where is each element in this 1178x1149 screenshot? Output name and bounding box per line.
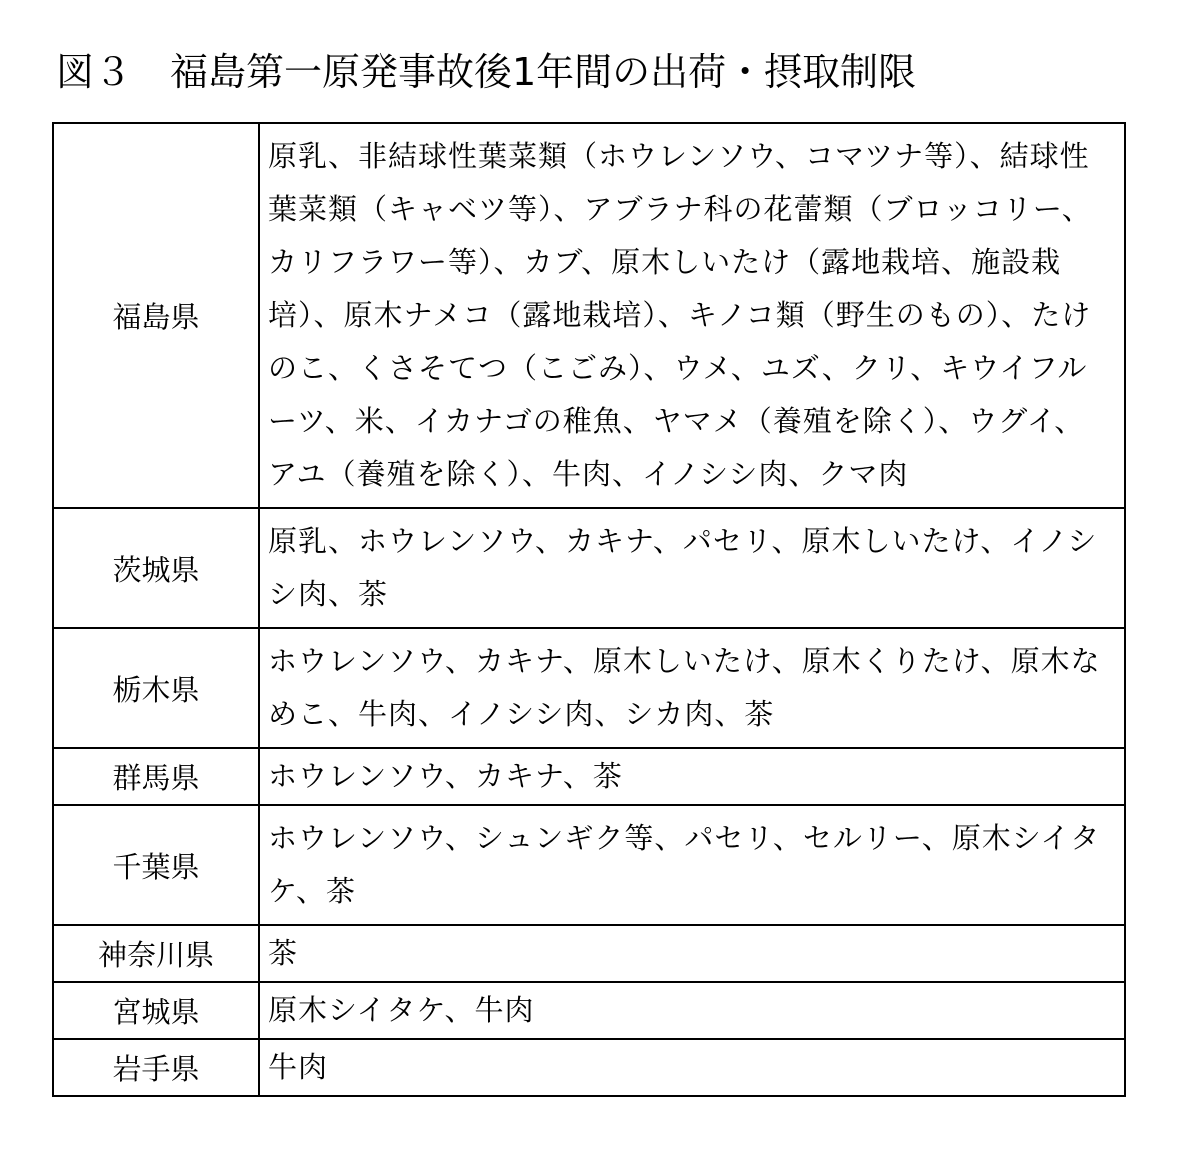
table-row [53,508,1125,628]
table-row [53,748,1125,805]
restricted-items-cell: ホウレンソウ、カキナ、原木しいたけ、原木くりたけ、原木なめこ、牛肉、イノシシ肉、シカ肉、茶 [259,628,1125,748]
prefecture-cell: 栃木県 [53,628,259,748]
prefecture-cell: 福島県 [53,123,259,508]
restricted-items-cell: ホウレンソウ、カキナ、茶 [259,748,1125,805]
table-row [53,805,1125,925]
table-row [53,123,1125,508]
prefecture-cell: 宮城県 [53,982,259,1039]
prefecture-cell: 群馬県 [53,748,259,805]
restricted-items-cell: 原木シイタケ、牛肉 [259,982,1125,1039]
restricted-items-cell: 原乳、ホウレンソウ、カキナ、パセリ、原木しいたけ、イノシシ肉、茶 [259,508,1125,628]
prefecture-cell: 岩手県 [53,1039,259,1096]
table-row [53,925,1125,982]
table-row [53,628,1125,748]
restriction-table [52,122,1126,1097]
prefecture-cell: 千葉県 [53,805,259,925]
restricted-items-cell: 牛肉 [259,1039,1125,1096]
restricted-items-cell: 原乳、非結球性葉菜類（ホウレンソウ、コマツナ等）、結球性葉菜類（キャベツ等）、アブラナ科の花蕾類（ブロッコリー、カリフラワー等）、カブ、原木しいたけ（露地栽培、施設栽培）、原木ナメコ（露地栽培）、キノコ類（野生のもの）、たけのこ、くさそてつ（こごみ）、ウメ、ユズ、クリ、キウイフルーツ、米、イカナゴの稚魚、ヤマメ（養殖を除く）、ウグイ、アユ（養殖を除く）、牛肉、イノシシ肉、クマ肉 [259,123,1125,508]
page-title: 図３ 福島第一原発事故後1年間の出荷・摂取制限 [56,50,917,94]
restricted-items-cell: 茶 [259,925,1125,982]
table-row [53,982,1125,1039]
table-row [53,1039,1125,1096]
prefecture-cell: 神奈川県 [53,925,259,982]
prefecture-cell: 茨城県 [53,508,259,628]
restricted-items-cell: ホウレンソウ、シュンギク等、パセリ、セルリー、原木シイタケ、茶 [259,805,1125,925]
